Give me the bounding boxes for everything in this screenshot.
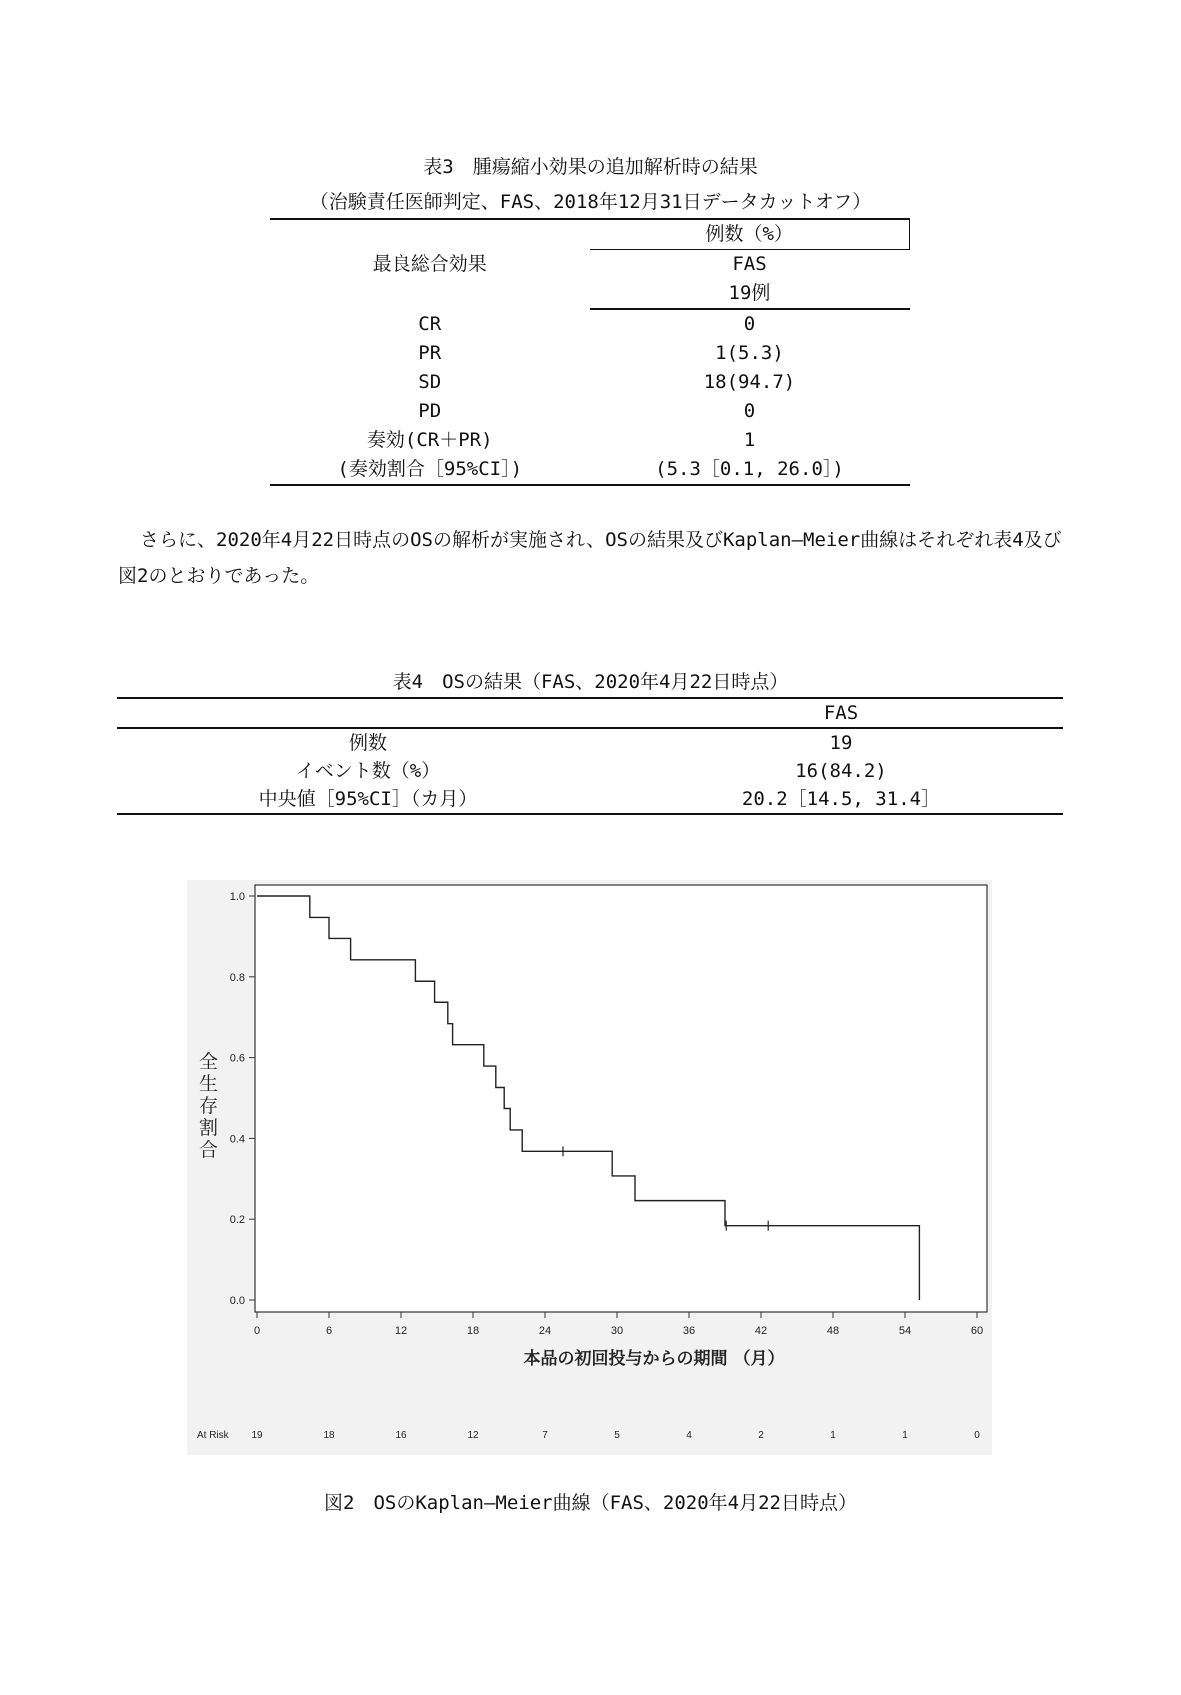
- x-tick-label: 0: [253, 1325, 261, 1337]
- at-risk-count: 2: [758, 1430, 764, 1441]
- x-tick-label: 18: [466, 1325, 480, 1337]
- row-label: 例数: [348, 732, 387, 754]
- row-value: 18(94.7): [703, 371, 796, 393]
- at-risk-count: 0: [974, 1430, 980, 1441]
- table3-header-n: 19例: [590, 279, 910, 309]
- y-tick-label: 0.2: [229, 1214, 245, 1227]
- table4-header-fas: FAS: [619, 698, 1063, 728]
- table-row: [270, 309, 910, 339]
- table-row: [270, 426, 910, 455]
- row-label: PR: [418, 342, 442, 364]
- table3-header-row: [270, 219, 910, 250]
- y-tick-label: 0.0: [229, 1295, 245, 1307]
- at-risk-count: 7: [542, 1430, 548, 1441]
- table-row: [117, 757, 1063, 785]
- table4: [117, 697, 1063, 815]
- at-risk-count: 12: [467, 1430, 479, 1441]
- table-row: [117, 785, 1063, 814]
- table-row: [270, 339, 910, 368]
- row-label: PD: [418, 400, 442, 422]
- x-tick-label: 60: [970, 1325, 984, 1337]
- table3: [270, 218, 910, 486]
- table-row: [117, 728, 1063, 757]
- row-label: CR: [418, 312, 442, 335]
- x-tick-label: 30: [610, 1325, 624, 1337]
- row-value: 20.2［14.5, 31.4］: [619, 785, 1063, 814]
- y-tick-label: 0.8: [229, 971, 245, 984]
- y-tick-label: 1.0: [229, 891, 245, 903]
- table-row: [270, 368, 910, 397]
- y-tick-label: 0.6: [229, 1052, 245, 1065]
- x-tick-label: 42: [754, 1325, 768, 1337]
- km-figure: [187, 880, 992, 1455]
- table4-title: 表4 OSの結果（FAS、2020年4月22日時点）: [392, 671, 789, 693]
- at-risk-count: 16: [395, 1430, 407, 1441]
- at-risk-count: 4: [686, 1430, 692, 1441]
- at-risk-label: At Risk: [197, 1430, 229, 1441]
- row-label: 中央値［95%CI］（カ月）: [117, 785, 619, 814]
- table3-subtitle: （治験責任医師判定、FAS、2018年12月31日データカットオフ）: [309, 191, 872, 213]
- y-tick-label: 0.4: [229, 1133, 245, 1146]
- row-label: 奏効(CR＋PR): [366, 429, 493, 451]
- table3-title: 表3 腫瘍縮小効果の追加解析時の結果: [423, 156, 758, 178]
- x-tick-label: 24: [538, 1325, 552, 1337]
- table-row: [270, 397, 910, 426]
- row-value: 1(5.3): [715, 342, 784, 364]
- at-risk-count: 1: [902, 1430, 908, 1441]
- at-risk-count: 18: [323, 1430, 335, 1441]
- table3-header-group: FAS: [732, 253, 767, 275]
- row-value: (5.3［0.1, 26.0］): [590, 455, 910, 485]
- at-risk-count: 19: [251, 1430, 263, 1441]
- row-label: SD: [418, 371, 442, 393]
- table3-header-pct: 例数（%）: [590, 219, 910, 250]
- plot-frame: [255, 885, 987, 1312]
- table4-header-row: [117, 698, 1063, 728]
- y-axis-label: 全生存割合: [199, 1051, 219, 1161]
- table3-header-col1: 最良総合効果: [270, 219, 590, 309]
- x-tick-label: 48: [826, 1325, 840, 1337]
- row-value: 0: [743, 400, 756, 422]
- row-value: 19: [829, 732, 853, 754]
- body-paragraph: さらに、2020年4月22日時点のOSの解析が実施され、OSの結果及びKaplan―Meier曲線はそれぞれ表4及び図2のとおりであった。: [118, 529, 1062, 587]
- x-tick-label: 36: [682, 1325, 696, 1337]
- x-axis-label: 本品の初回投与からの期間 （月）: [523, 1349, 785, 1369]
- row-value: 16(84.2): [795, 760, 887, 782]
- figure-caption: 図2 OSのKaplan―Meier曲線（FAS、2020年4月22日時点）: [324, 1492, 857, 1514]
- at-risk-count: 1: [830, 1430, 836, 1441]
- km-chart: [187, 880, 992, 1455]
- x-tick-label: 54: [898, 1325, 912, 1337]
- row-label: イベント数（%）: [295, 760, 441, 782]
- row-label: (奏効割合［95%CI］): [270, 455, 590, 485]
- x-tick-label: 12: [394, 1325, 408, 1337]
- row-value: 0: [743, 313, 756, 335]
- x-tick-label: 6: [325, 1325, 333, 1337]
- table-row: [270, 455, 910, 485]
- table4-header-empty: [117, 698, 619, 728]
- at-risk-count: 5: [614, 1430, 620, 1441]
- row-value: 1: [743, 429, 756, 451]
